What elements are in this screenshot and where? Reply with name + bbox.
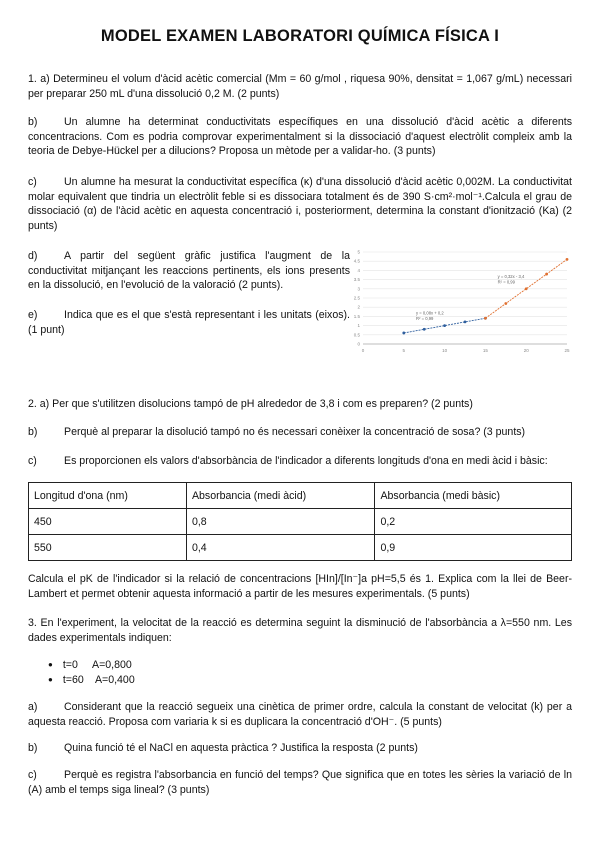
q3-intro-text: 3. En l'experiment, la velocitat de la reacció es determina seguint la disminució de l'absorbància a λ=550 nm. Les dades experimentals indiquen: xyxy=(28,617,572,644)
table-row xyxy=(29,535,572,561)
y-tick-label: 3 xyxy=(357,286,360,292)
data-point xyxy=(504,302,507,305)
y-tick-label: 0 xyxy=(357,341,360,347)
q3c xyxy=(28,768,572,797)
q1c-text: Un alumne ha mesurat la conductivitat específica (κ) d'una dissolució d'àcid acètic 0,002M. La conductivitat molar equivalent que tindria un electròlit feble si es dissociara totalment és de 390 S·cm²·mol⁻¹.Calcula el grau de dissociació (α) de l'àcid acètic en aquesta concentració i, posteriorment, determina la constant d'ionització (Ka) (2 punts) xyxy=(28,176,572,232)
table-cell: 550 xyxy=(29,535,187,561)
list-item: ● t=60 A=0,400 xyxy=(48,673,135,688)
x-tick-label: 25 xyxy=(564,348,570,353)
table-header-row xyxy=(29,483,572,509)
q2c-label: c) xyxy=(28,455,37,467)
q1b-text: Un alumne ha determinat conductivitats específiques en una dissolució d'àcid acètic a diferents concentracions. Com es podria comprovar experimentalment si la dissociació d'aquest electròlit compleix amb la teoria de Debye-Hückel per a dilucions? Proposa un mètode per a validar-ho. (3 punts) xyxy=(28,116,572,157)
q2b-label: b) xyxy=(28,426,38,438)
q3c-label: c) xyxy=(28,769,37,781)
list-item: ● t=0 A=0,800 xyxy=(48,658,135,673)
table-row xyxy=(29,509,572,535)
y-tick-label: 5 xyxy=(357,249,360,255)
q3a-label: a) xyxy=(28,701,38,713)
trendline-label: R² = 0,99 xyxy=(497,279,515,285)
data-point xyxy=(566,258,569,261)
table-header-cell: Absorbancia (medi àcid) xyxy=(186,483,375,509)
table-cell: 450 xyxy=(29,509,187,535)
data-point xyxy=(464,321,467,324)
x-tick-label: 15 xyxy=(482,348,488,353)
y-tick-label: 2 xyxy=(357,304,360,310)
y-tick-label: 0.5 xyxy=(353,332,360,338)
table-header-cell: Absorbancia (medi bàsic) xyxy=(375,483,572,509)
q3b-label: b) xyxy=(28,742,38,754)
table-cell: 0,9 xyxy=(375,535,572,561)
q2-after-text: Calcula el pK de l'indicador si la relació de concentracions [HIn]/[In⁻]a pH=5,5 és 1. Explica com la llei de Beer-Lambert et permet obtenir aquesta informació a partir de les mesures experimentals. (5 punts) xyxy=(28,573,572,600)
q2b xyxy=(28,425,572,440)
y-tick-label: 4 xyxy=(357,267,360,273)
q1e xyxy=(28,308,350,337)
table-cell: 0,2 xyxy=(375,509,572,535)
q2c xyxy=(28,454,572,469)
q3-data-list xyxy=(48,658,135,688)
q1b-label: b) xyxy=(28,116,38,128)
y-tick-label: 1 xyxy=(357,323,360,329)
q1c-label: c) xyxy=(28,176,37,188)
data-point xyxy=(525,287,528,290)
q1c xyxy=(28,175,572,233)
q1e-label: e) xyxy=(28,309,38,321)
data-point xyxy=(423,328,426,331)
q1d xyxy=(28,249,350,293)
y-tick-label: 2.5 xyxy=(353,295,360,301)
y-tick-label: 1.5 xyxy=(353,313,360,319)
x-tick-label: 5 xyxy=(402,348,406,353)
trendline-label: y = 0,32x - 3,4 xyxy=(497,273,525,279)
q3a-text: Considerant que la reacció segueix una cinètica de primer ordre, calcula la constant de velocitat (k) per a aquesta reacció. Proposa com variaria k si es duplicara la concentració d'OH⁻. (5 punts) xyxy=(28,701,572,728)
data-point xyxy=(484,317,487,320)
table-cell: 0,8 xyxy=(186,509,375,535)
y-tick-label: 3.5 xyxy=(353,277,360,283)
x-tick-label: 0 xyxy=(361,348,365,353)
q1a-text: 1. a) Determineu el volum d'àcid acètic comercial (Mm = 60 g/mol , riquesa 90%, densitat = 1,067 g/mL) necessari per preparar 250 mL d'una dissolució 0,2 M. (2 punts) xyxy=(28,73,572,100)
y-tick-label: 4.5 xyxy=(353,258,360,264)
conductivity-chart xyxy=(345,248,572,358)
data-point xyxy=(545,273,548,276)
x-tick-label: 20 xyxy=(523,348,529,353)
q3c-text: Perquè es registra l'absorbancia en funció del temps? Que significa que en totes les sèries la variació de ln (A) amb el temps siga lineal? (3 punts) xyxy=(28,769,572,796)
q1d-text: A partir del següent gràfic justifica l'augment de la conductivitat mitjançant les reaccions pertinents, els ions presents en la dissolució, en l'evolució de la valoració (2 punts). xyxy=(28,250,350,291)
q2a-text: 2. a) Per que s'utilitzen disolucions tampó de pH alrededor de 3,8 i com es preparen? (2 punts) xyxy=(28,398,473,410)
x-tick-label: 10 xyxy=(442,348,448,353)
q2c-text: Es proporcionen els valors d'absorbància de l'indicador a diferents longituds d'ona en medi àcid i bàsic: xyxy=(64,455,548,467)
q2b-text: Perquè al preparar la disolució tampó no és necessari conèixer la concentració de sosa? (3 punts) xyxy=(64,426,526,438)
q1d-label: d) xyxy=(28,250,38,262)
data-point xyxy=(443,324,446,327)
page-title: MODEL EXAMEN LABORATORI QUÍMICA FÍSICA I xyxy=(100,27,500,45)
q1b xyxy=(28,115,572,159)
q3b xyxy=(28,741,572,756)
table-cell: 0,4 xyxy=(186,535,375,561)
table-header-cell: Longitud d'ona (nm) xyxy=(29,483,187,509)
trendline-label: y = 0,08x + 0,2 xyxy=(416,310,444,316)
q3b-text: Quina funció té el NaCl en aquesta pràctica ? Justifica la resposta (2 punts) xyxy=(64,742,418,754)
absorbance-table xyxy=(28,482,572,561)
data-point xyxy=(402,332,405,335)
q1e-text: Indica que es el que s'està representant i les unitats (eixos). (1 punt) xyxy=(28,309,350,336)
trendline-label: R² = 0,99 xyxy=(416,316,434,322)
q3a xyxy=(28,700,572,729)
